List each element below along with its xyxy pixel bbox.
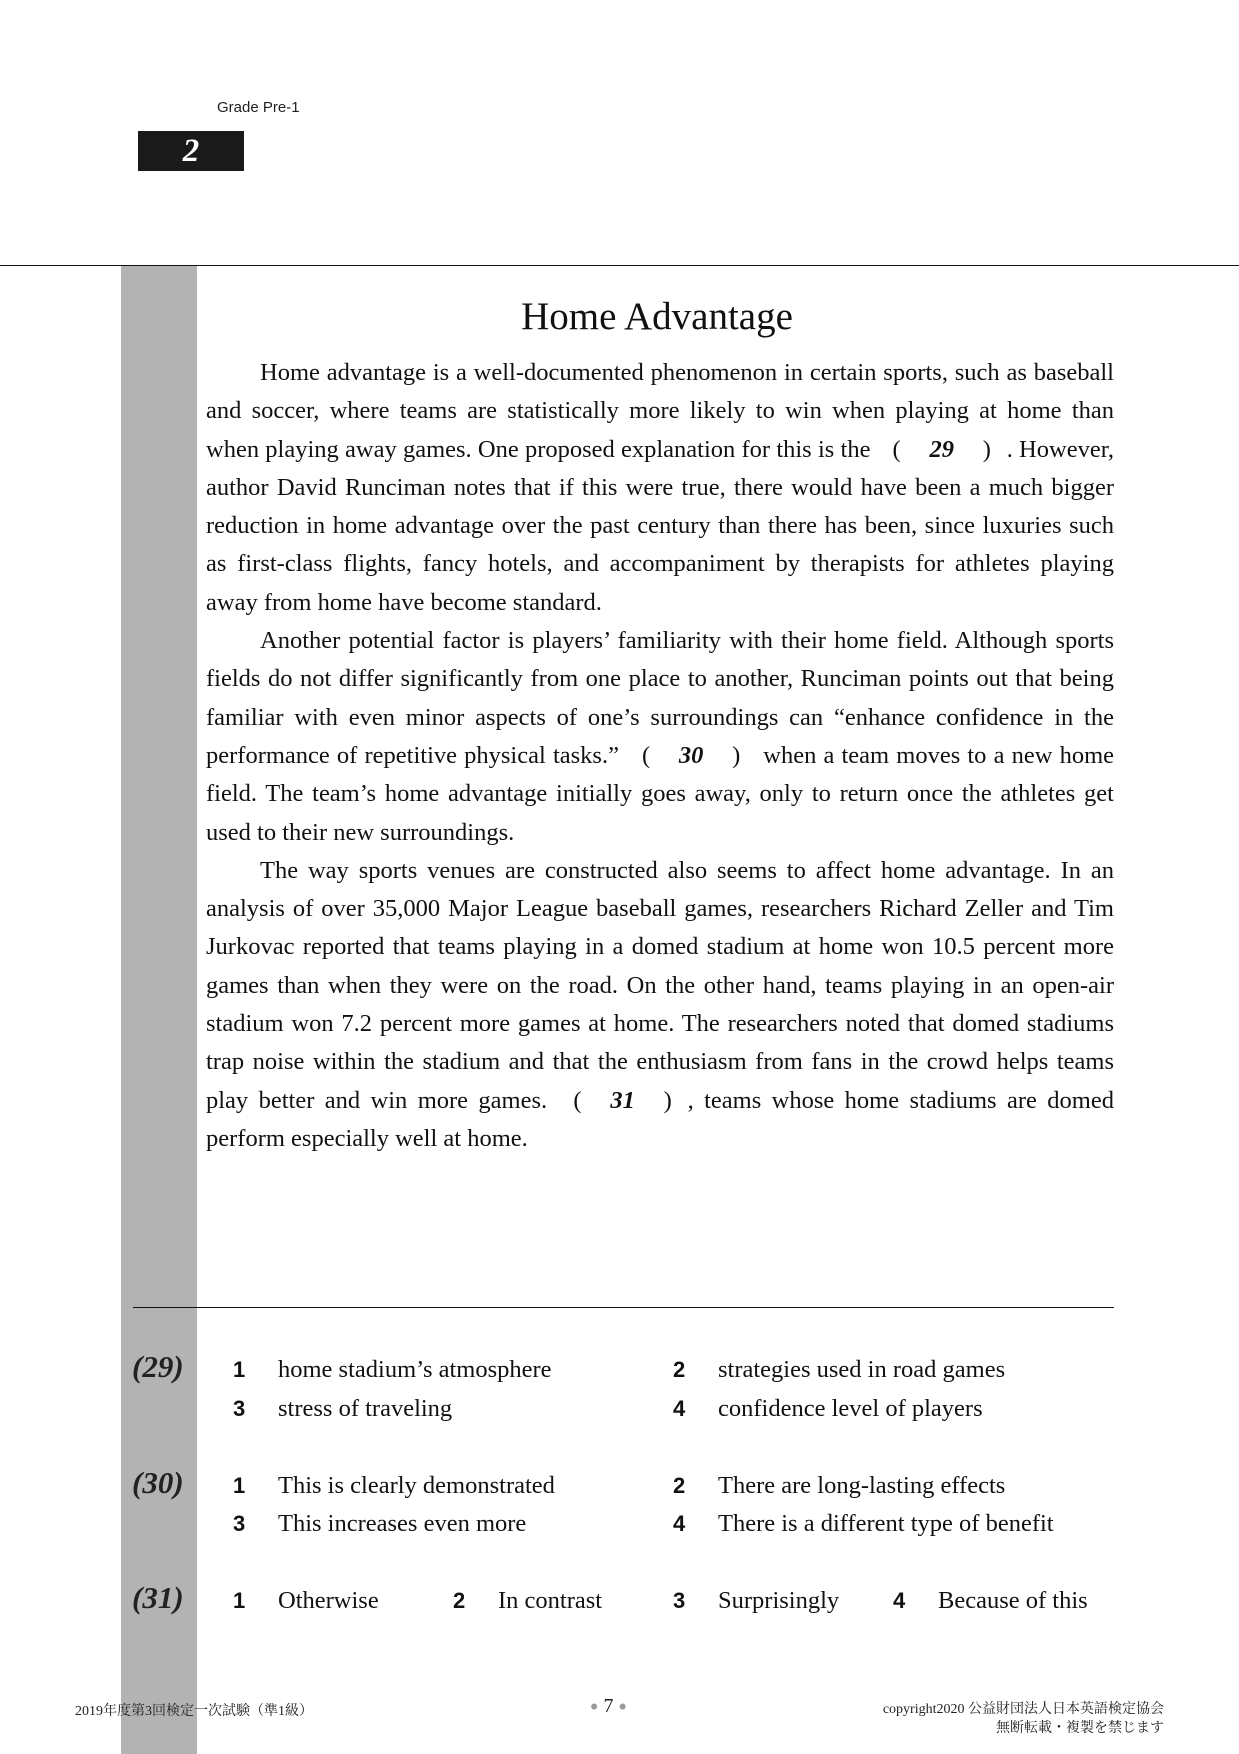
question-29-label: (29) <box>132 1349 184 1384</box>
blank-30-number: 30 <box>678 741 704 769</box>
blank-30-close: ) <box>732 741 741 769</box>
blank-29-close: ) <box>982 435 991 463</box>
passage-body <box>206 354 1114 1158</box>
option-number: 3 <box>673 1588 686 1613</box>
blank-30-open: ( <box>641 741 651 769</box>
footer-exam-info: 2019年度第3回検定一次試験（準1級） <box>75 1704 313 1719</box>
question-30 <box>0 1467 1239 1547</box>
blank-29-open: ( <box>892 435 901 463</box>
option-text: confidence level of players <box>718 1395 983 1422</box>
blank-31-close: ) <box>663 1086 672 1114</box>
question-31-label: (31) <box>132 1580 184 1615</box>
question-31-option-1[interactable] <box>233 1586 379 1616</box>
question-30-option-2[interactable] <box>673 1471 1005 1501</box>
question-31 <box>0 1582 1239 1662</box>
option-number: 1 <box>233 1473 246 1498</box>
option-text: strategies used in road games <box>718 1356 1006 1383</box>
paragraph-3-text-after: , teams whose home stadiums are domed perform especially well at home. <box>206 1086 1114 1152</box>
paragraph-2 <box>206 622 1114 852</box>
question-30-option-1[interactable] <box>233 1471 555 1501</box>
paragraph-2-text-before: Another potential factor is players’ familiarity with their home field. Although sports fields do not differ significantly from one place to another, Runciman points out that being familiar with even minor aspects of one’s surroundings can “enhance confidence in the performance of repetitive physical tasks.” <box>206 627 1114 769</box>
blank-29 <box>877 431 1007 469</box>
option-number: 2 <box>673 1473 686 1498</box>
blank-31 <box>558 1082 688 1120</box>
option-number: 1 <box>233 1588 246 1613</box>
passage-divider <box>133 1307 1114 1308</box>
option-text: Otherwise <box>278 1587 379 1614</box>
page-number <box>590 1695 627 1718</box>
option-text: Because of this <box>938 1587 1088 1614</box>
option-text: This increases even more <box>278 1510 527 1537</box>
option-text: Surprisingly <box>718 1587 840 1614</box>
option-number: 1 <box>233 1357 246 1382</box>
blank-31-open: ( <box>573 1086 582 1114</box>
page-dot-left-icon: ● <box>590 1699 599 1715</box>
paragraph-3-text-before: The way sports venues are constructed also seems to affect home advantage. In an analysis of over 35,000 Major League baseball games, researchers Richard Zeller and Tim Jurkovac reported that teams playing in a domed stadium at home won 10.5 percent more games than when they were on the road. On the other hand, teams playing in an open-air stadium won 7.2 percent more games at home. The researchers noted that domed stadiums trap noise within the stadium and that the enthusiasm from fans in the crowd helps teams play better and win more games. <box>206 856 1114 1114</box>
question-30-label: (30) <box>132 1465 184 1500</box>
option-text: This is clearly demonstrated <box>278 1472 555 1499</box>
question-29-option-1[interactable] <box>233 1355 552 1385</box>
question-31-option-3[interactable] <box>673 1586 839 1616</box>
question-31-option-2[interactable] <box>453 1586 602 1616</box>
question-31-option-4[interactable] <box>893 1586 1088 1616</box>
option-number: 4 <box>893 1588 906 1613</box>
option-number: 4 <box>673 1396 686 1421</box>
question-29-option-2[interactable] <box>673 1355 1005 1385</box>
option-text: In contrast <box>498 1587 603 1614</box>
option-number: 3 <box>233 1396 246 1421</box>
paragraph-2-text-after: when a team moves to a new home field. The team’s home advantage initially goes away, only to return once the athletes get used to their new surroundings. <box>206 741 1115 846</box>
blank-30 <box>626 737 756 775</box>
option-number: 3 <box>233 1511 246 1536</box>
option-number: 2 <box>673 1357 686 1382</box>
paragraph-1-text-after: . However, author David Runciman notes that if this were true, there would have been a much bigger reduction in home advantage over the past century than there has been, since luxuries such as first-class flights, fancy hotels, and accompaniment by therapists for athletes playing away from home have become standard. <box>206 435 1114 616</box>
copyright-line-2: 無断転載・複製を禁じます <box>996 1721 1164 1736</box>
option-number: 2 <box>453 1588 466 1613</box>
option-text: stress of traveling <box>278 1395 453 1422</box>
question-29-option-3[interactable] <box>233 1394 452 1424</box>
blank-29-number: 29 <box>929 435 954 463</box>
blank-31-number: 31 <box>610 1086 635 1114</box>
section-number-badge: 2 <box>138 131 244 171</box>
question-29-option-4[interactable] <box>673 1394 983 1424</box>
question-30-option-3[interactable] <box>233 1509 526 1539</box>
question-30-option-4[interactable] <box>673 1509 1054 1539</box>
grade-label: Grade Pre-1 <box>217 99 300 116</box>
paragraph-1 <box>206 354 1114 622</box>
page-dot-right-icon: ● <box>618 1699 627 1715</box>
copyright-line-1: copyright2020 公益財団法人日本英語検定協会 <box>882 1702 1164 1717</box>
option-text: There is a different type of benefit <box>718 1510 1054 1537</box>
option-text: There are long-lasting effects <box>718 1472 1006 1499</box>
paragraph-3 <box>206 852 1114 1158</box>
footer-copyright <box>883 1700 1164 1738</box>
option-text: home stadium’s atmosphere <box>278 1356 552 1383</box>
paragraph-1-text-before: Home advantage is a well-documented phenomenon in certain sports, such as baseball and soccer, where teams are statistically more likely to win when playing at home than when playing away games. One proposed explanation for this is the <box>206 359 1114 463</box>
passage-title: Home Advantage <box>521 295 793 338</box>
option-number: 4 <box>673 1511 686 1536</box>
page-number-value: 7 <box>603 1695 614 1717</box>
question-29 <box>0 1351 1239 1431</box>
